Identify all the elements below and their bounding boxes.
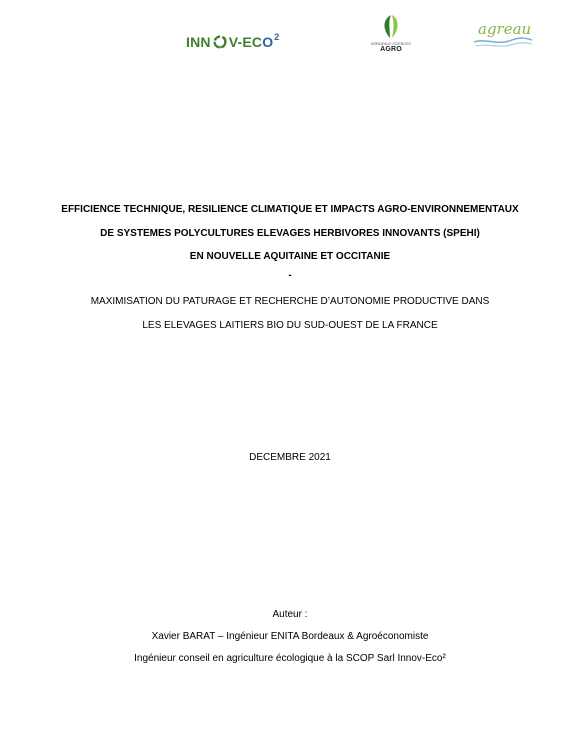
report-date: DECEMBRE 2021 <box>249 452 331 463</box>
subtitle-line: MAXIMISATION DU PATURAGE ET RECHERCHE D’AUTONOMIE PRODUCTIVE DANS <box>90 296 490 307</box>
innov-eco-logo-text-a: INN <box>186 34 211 50</box>
sciences-agro-logo <box>371 13 411 61</box>
author-block <box>0 607 580 673</box>
author-name: Xavier BARAT – Ingénieur ENITA Bordeaux & Agroéconomiste <box>151 631 429 642</box>
subtitle-line: LES ELEVAGES LAITIERS BIO DU SUD-OUEST DE LA FRANCE <box>142 319 438 331</box>
innov-eco-logo-text-b: V-EC <box>228 34 263 50</box>
title-separator: - <box>288 269 292 281</box>
sciences-agro-logo-small-text: BORDEAUX SCIENCES <box>371 42 411 46</box>
title-line: EFFICIENCE TECHNIQUE, RESILIENCE CLIMATIQUE ET IMPACTS AGRO-ENVIRONNEMENTAUX <box>61 204 519 215</box>
wave-icon <box>472 18 534 56</box>
innov-eco-logo-text-c: O <box>262 34 274 50</box>
innov-eco-logo-superscript: 2 <box>274 32 280 42</box>
leaf-icon <box>379 13 403 41</box>
title-line: DE SYSTEMES POLYCULTURES ELEVAGES HERBIVORES INNOVANTS (SPEHI) <box>100 227 480 239</box>
agreau-logo <box>472 18 534 56</box>
innov-eco-logo <box>186 32 280 52</box>
report-subtitle <box>0 290 580 337</box>
sciences-agro-logo-big-text: AGRO <box>380 46 402 53</box>
agreau-logo-text: agreau <box>478 20 532 38</box>
author-role: Ingénieur conseil en agriculture écologique à la SCOP Sarl Innov-Eco² <box>134 653 446 664</box>
author-label: Auteur : <box>272 609 308 620</box>
recycle-icon <box>212 34 228 50</box>
report-title <box>0 198 580 283</box>
title-line: EN NOUVELLE AQUITAINE ET OCCITANIE <box>189 251 391 262</box>
